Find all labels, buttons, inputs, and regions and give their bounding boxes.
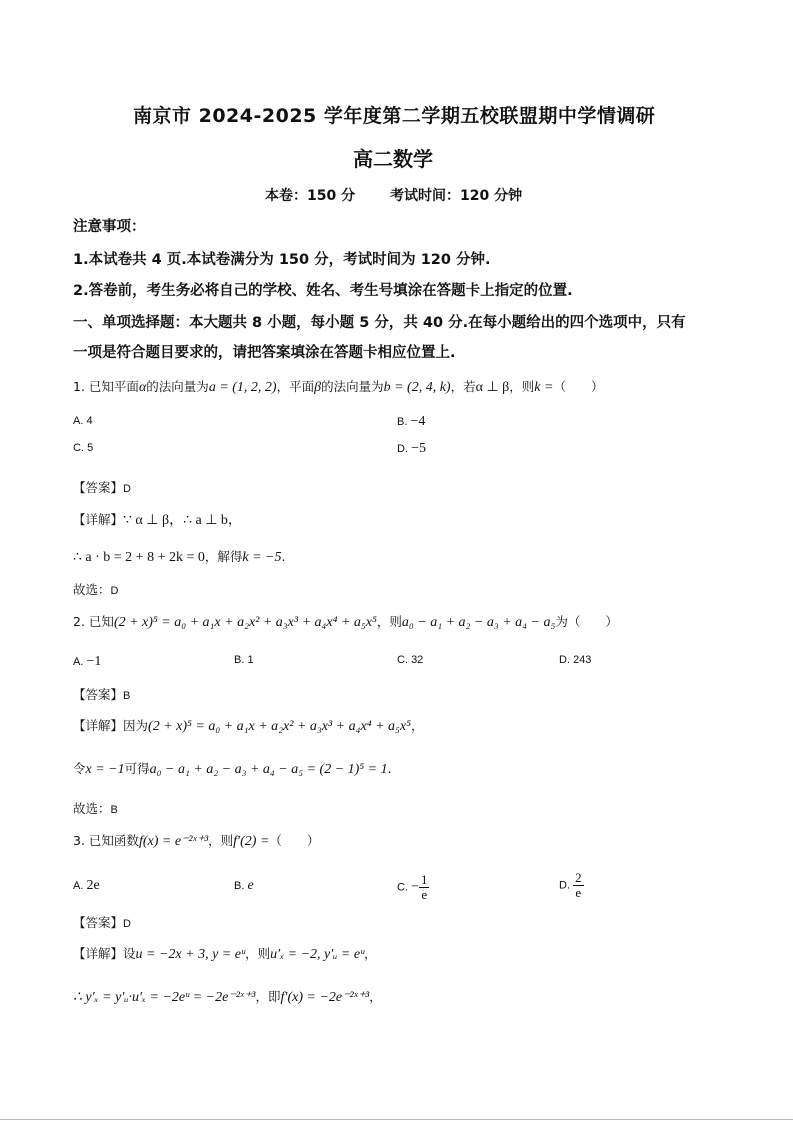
- notice-item-1: 1.本试卷共 4 页.本试卷满分为 150 分，考试时间为 120 分钟.: [73, 252, 491, 268]
- stem-text: ，则: [509, 379, 535, 394]
- q3-option-d: D. $\frac{2}{e}$: [559, 870, 582, 900]
- q3-option-a: A. 2e: [73, 878, 100, 893]
- q3-option-c: C. − $\frac{1}{e}$: [397, 872, 428, 902]
- q2-option-b: B. 1: [234, 654, 254, 666]
- q2-detail-line-1: 【详解】因为(2 + x)⁵ = a₀ + a₁x + a₂x² + a₃x³ + a₄x⁴ + a₅x⁵，: [73, 718, 424, 734]
- q2-option-a: A. −1: [73, 654, 102, 669]
- fraction: $\frac{1}{e}$: [420, 872, 428, 902]
- notice-heading: 注意事项：: [73, 219, 146, 235]
- vector-b: b = (2, 4, k): [383, 380, 451, 395]
- time-label: 考试时间：120 分钟: [390, 188, 523, 204]
- question-3-stem: 3. 已知函数f(x) = e⁻²ˣ⁺³，则f′(2) =（ ）: [73, 833, 320, 849]
- question-number: 1.: [73, 379, 85, 394]
- stem-text: 的法向量为: [146, 379, 209, 394]
- notice-item-2: 2.答卷前，考生务必将自己的学校、姓名、考生号填涂在答题卡上指定的位置.: [73, 283, 573, 299]
- q1-option-d: D. −5: [397, 441, 426, 456]
- q2-choice: 故选：B: [73, 801, 118, 816]
- question-number: 2.: [73, 614, 85, 629]
- stem-text: ，平面: [276, 379, 315, 394]
- function-definition: f(x) = e⁻²ˣ⁺³: [138, 834, 209, 849]
- expansion-equation: (2 + x)⁵ = a₀ + a₁x + a₂x² + a₃x³ + a₄x⁴ + a₅x⁵: [113, 615, 377, 630]
- question-2-stem: 2. 已知(2 + x)⁵ = a₀ + a₁x + a₂x² + a₃x³ + a₄x⁴ + a₅x⁵，则a₀ − a₁ + a₂ − a₃ + a₄ − a₅为（ ）: [73, 614, 618, 630]
- q1-option-c: C. 5: [73, 442, 94, 454]
- q1-answer: 【答案】D: [73, 480, 131, 495]
- exam-title: 南京市 2024-2025 学年度第二学期五校联盟期中学情调研: [133, 105, 656, 127]
- beta-symbol: β: [314, 380, 322, 395]
- fraction: $\frac{2}{e}$: [575, 870, 582, 900]
- q3-option-b: B. e: [234, 878, 254, 893]
- q2-option-c: C. 32: [397, 654, 424, 666]
- answer-paren: （ ）: [553, 379, 604, 394]
- q3-detail-line-1: 【详解】设u = −2x + 3, y = eᵘ，则u′ₓ = −2, y′ᵤ = eᵘ，: [73, 946, 377, 962]
- alternating-sum: a₀ − a₁ + a₂ − a₃ + a₄ − a₅: [401, 615, 556, 630]
- q2-detail-line-2: 令x = −1可得a₀ − a₁ + a₂ − a₃ + a₄ − a₅ = (2 − 1)⁵ = 1.: [73, 761, 392, 777]
- answer-paren: （ ）: [269, 833, 320, 848]
- section-instructions-line-1: 一、单项选择题：本大题共 8 小题，每小题 5 分，共 40 分.在每小题给出的四个选项中，只有: [73, 315, 686, 331]
- q1-choice: 故选：D: [73, 582, 119, 597]
- question-1-stem: [73, 377, 603, 396]
- q3-detail-line-2: ∴ y′ₓ = y′ᵤ·u′ₓ = −2eᵘ = −2e⁻²ˣ⁺³，即f′(x) = −2e⁻²ˣ⁺³，: [73, 989, 382, 1005]
- q2-answer: 【答案】B: [73, 687, 131, 702]
- perpendicular-condition: α ⊥ β: [475, 380, 510, 395]
- alpha-symbol: α: [138, 380, 147, 395]
- question-number: 3.: [73, 833, 85, 848]
- q1-option-a: A. 4: [73, 415, 93, 427]
- derivative-query: f′(2) =: [233, 834, 270, 849]
- section-instructions-line-2: 一项是符合题目要求的，请把答案填涂在答题卡相应位置上.: [73, 345, 456, 361]
- answer-paren: （ ）: [567, 614, 618, 629]
- k-equals: k =: [534, 380, 554, 395]
- stem-text: ，若: [450, 379, 476, 394]
- q2-option-d: D. 243: [559, 654, 592, 666]
- vector-a: a = (1, 2, 2): [208, 380, 277, 395]
- q1-option-b: B. −4: [397, 414, 426, 429]
- q1-detail-line-2: ∴ a · b = 2 + 8 + 2k = 0，解得k = −5.: [73, 549, 286, 565]
- stem-text: 已知平面: [88, 379, 139, 394]
- exam-subtitle: 高二数学: [353, 147, 433, 171]
- q3-answer: 【答案】D: [73, 915, 131, 930]
- stem-text: 的法向量为: [321, 379, 384, 394]
- score-label: 本卷：150 分: [265, 188, 356, 204]
- page-bottom-rule: [0, 1119, 793, 1120]
- q1-detail-line-1: 【详解】∵ α ⊥ β，∴ a ⊥ b，: [73, 512, 242, 528]
